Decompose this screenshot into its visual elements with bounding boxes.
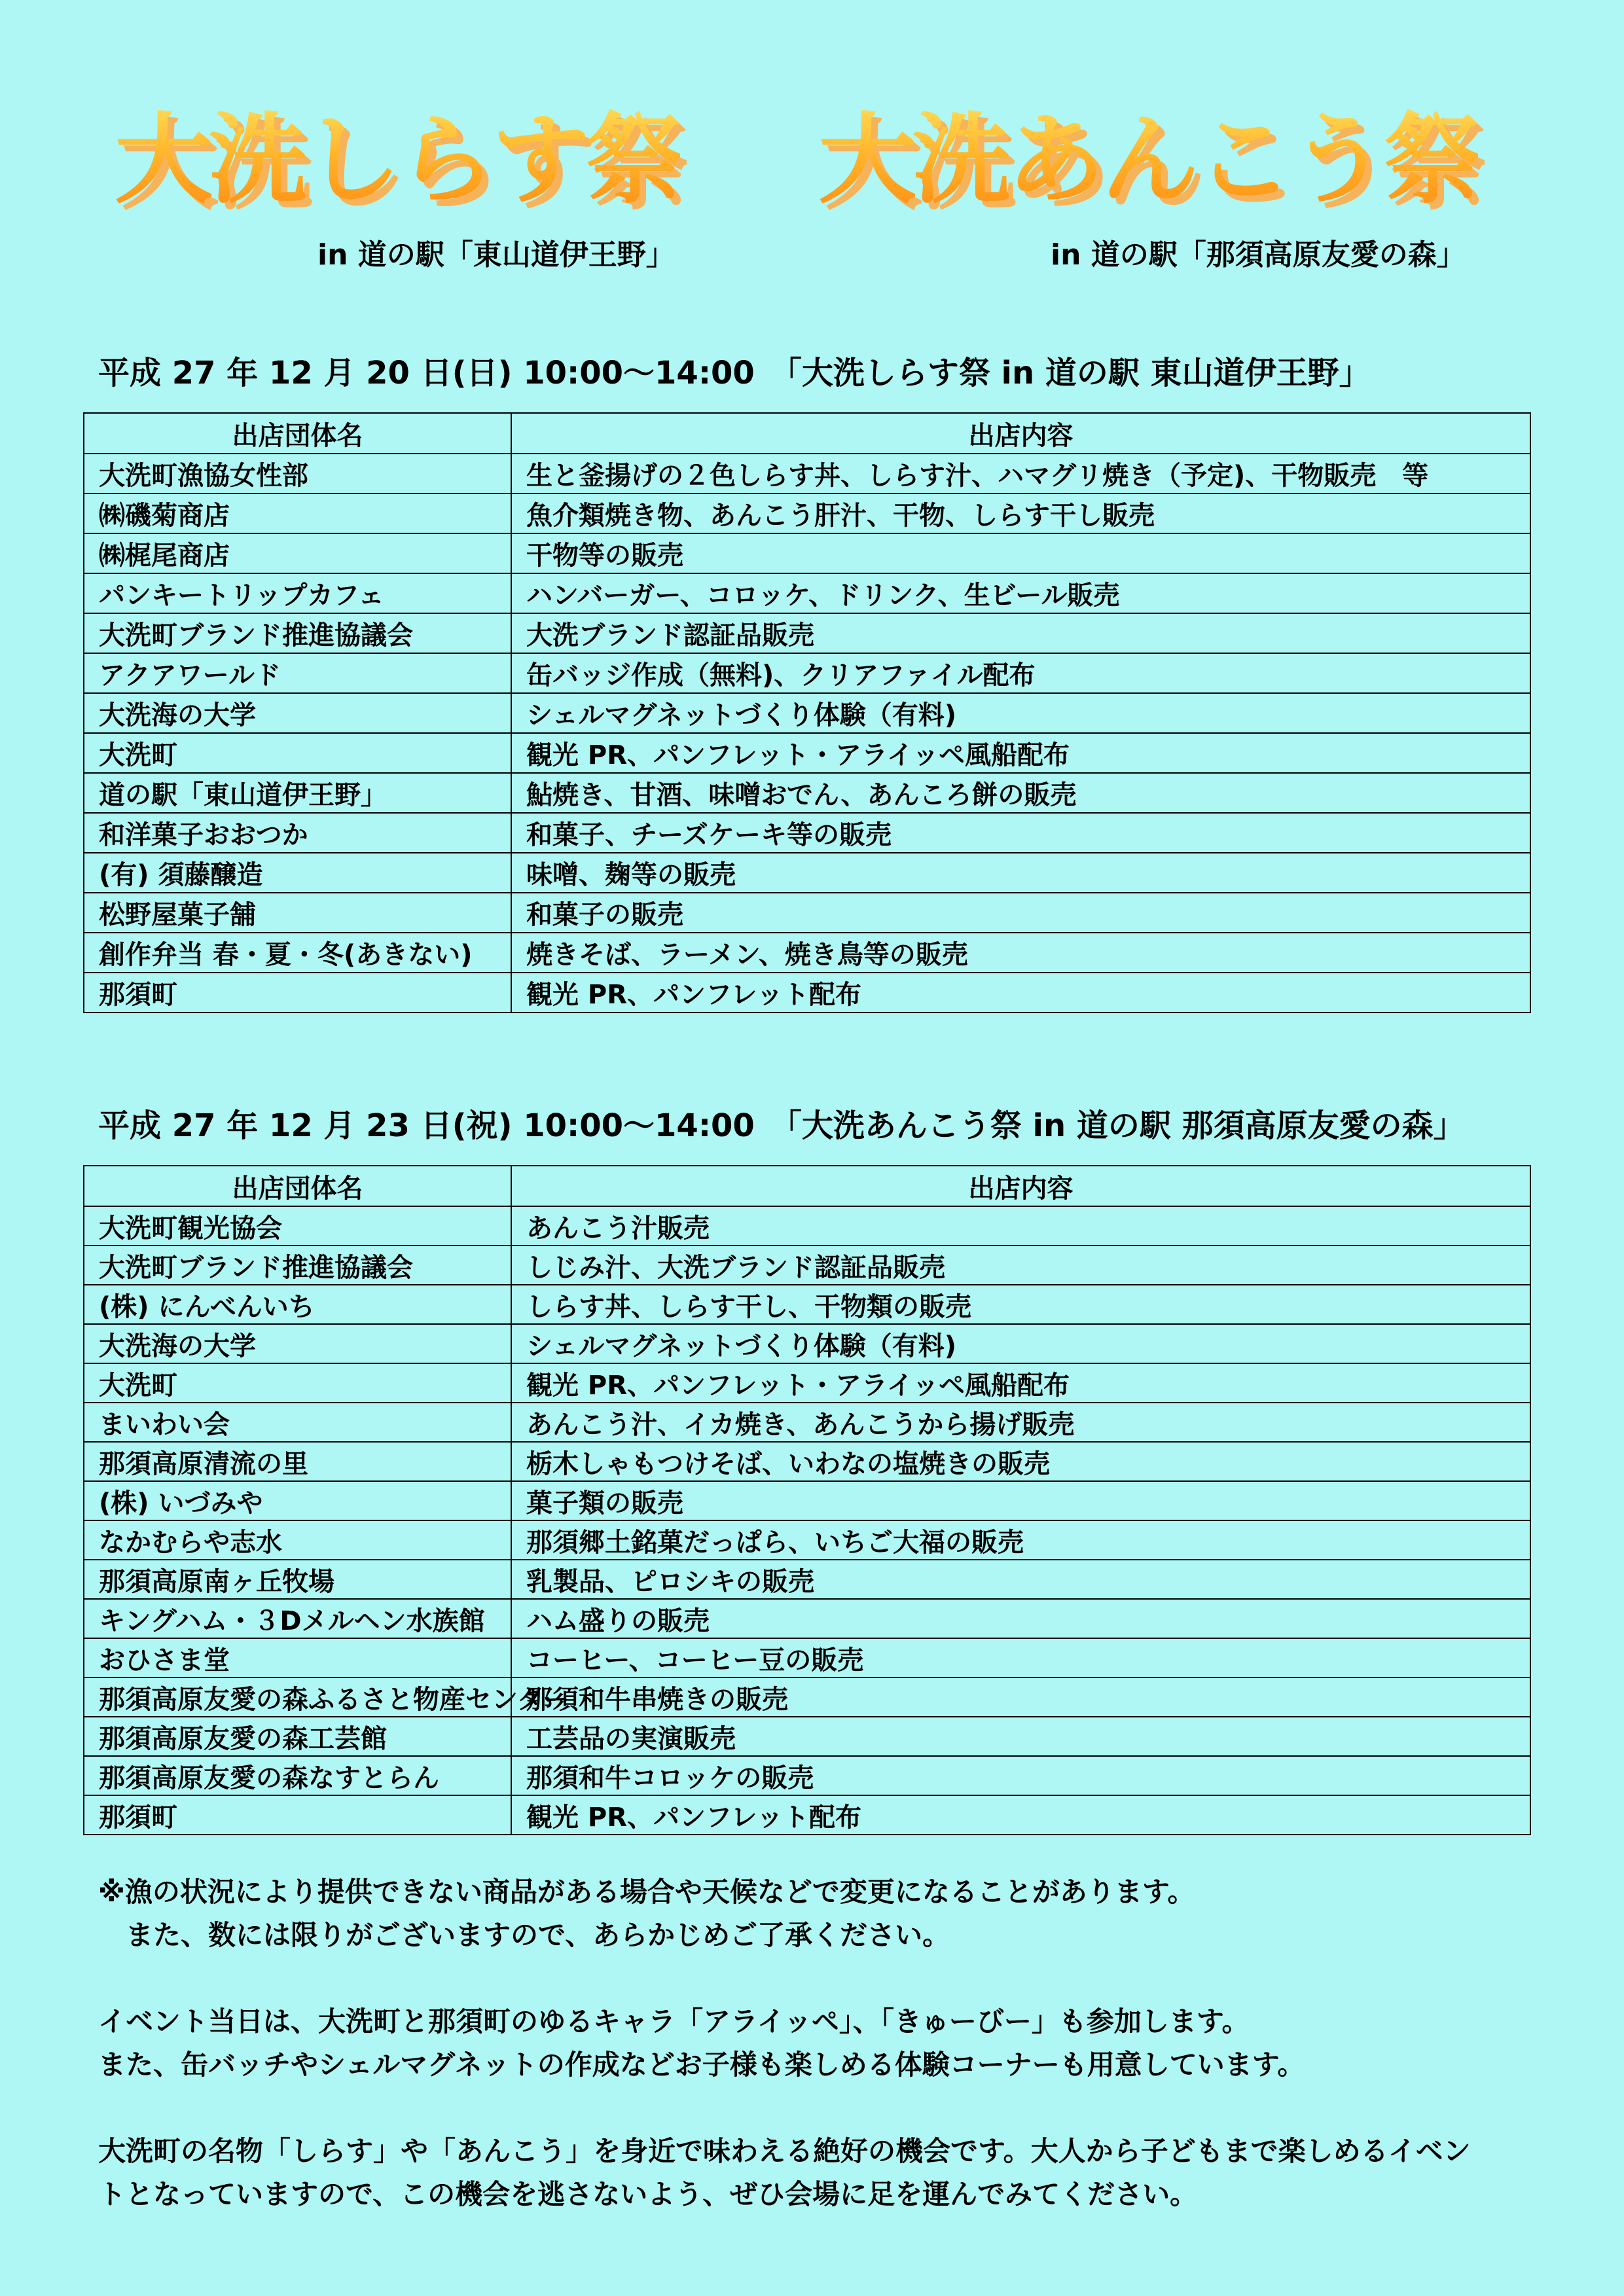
vendor-contents-cell: 那須和牛串焼きの販売 xyxy=(511,1677,1530,1717)
vendor-contents-cell: 味噌、麹等の販売 xyxy=(511,853,1530,893)
vendor-contents-cell: しらす丼、しらす干し、干物類の販売 xyxy=(511,1285,1530,1324)
table-row xyxy=(84,733,1530,773)
vendor-contents-cell: 生と釜揚げの２色しらす丼、しらす汁、ハマグリ焼き（予定)、干物販売 等 xyxy=(511,454,1530,493)
table-row xyxy=(84,1206,1530,1246)
vendor-name-cell: パンキートリップカフェ xyxy=(84,573,511,613)
vendor-contents-cell: しじみ汁、大洗ブランド認証品販売 xyxy=(511,1246,1530,1285)
vendor-name-cell: 那須高原清流の里 xyxy=(84,1442,511,1481)
vendor-contents-cell: 那須和牛コロッケの販売 xyxy=(511,1756,1530,1795)
section-heading-dec-20: 平成 27 年 12 月 20 日(日) 10:00～14:00 「大洗しらす祭 in 道の駅 東山道伊王野」 xyxy=(98,355,1371,391)
table-row xyxy=(84,533,1530,573)
table-row xyxy=(84,1324,1530,1363)
vendor-contents-cell: シェルマグネットづくり体験（有料) xyxy=(511,1324,1530,1363)
vendor-name-cell: 那須高原友愛の森なすとらん xyxy=(84,1756,511,1795)
table-row xyxy=(84,573,1530,613)
table-row xyxy=(84,1560,1530,1599)
vendor-contents-cell: 観光 PR、パンフレット・アライッペ風船配布 xyxy=(511,733,1530,773)
vendor-name-cell: なかむらや志水 xyxy=(84,1520,511,1560)
title-shirasu-festival: 大洗しらす祭 xyxy=(115,98,680,223)
vendor-name-cell: 和洋菓子おおつか xyxy=(84,813,511,853)
vendor-name-cell: 那須高原友愛の森工芸館 xyxy=(84,1717,511,1756)
vendor-name-cell: 創作弁当 春・夏・冬(あきない) xyxy=(84,933,511,973)
vendor-contents-cell: 工芸品の実演販売 xyxy=(511,1717,1530,1756)
table-row xyxy=(84,1717,1530,1756)
vendor-contents-cell: ハンバーガー、コロッケ、ドリンク、生ビール販売 xyxy=(511,573,1530,613)
column-header-contents: 出店内容 xyxy=(511,413,1530,454)
table-row xyxy=(84,933,1530,973)
table-row xyxy=(84,893,1530,933)
table-row xyxy=(84,613,1530,653)
info-line: また、缶バッチやシェルマグネットの作成などお子様も楽しめる体験コーナーも用意しています。 xyxy=(98,2049,1305,2081)
table-row xyxy=(84,1599,1530,1638)
info-line: トとなっていますので、この機会を逃さないよう、ぜひ会場に足を運んでみてください。 xyxy=(98,2178,1198,2210)
vendor-name-cell: 大洗町ブランド推進協議会 xyxy=(84,1246,511,1285)
vendor-contents-cell: 鮎焼き、甘酒、味噌おでん、あんころ餅の販売 xyxy=(511,773,1530,813)
vendor-name-cell: おひさま堂 xyxy=(84,1638,511,1677)
venue-right: in 道の駅「那須高原友愛の森」 xyxy=(1051,238,1466,272)
table-row xyxy=(84,493,1530,533)
note-line: また、数には限りがございますので、あらかじめご了承ください。 xyxy=(98,1919,950,1951)
vendor-table-dec-20 xyxy=(83,412,1531,1013)
column-header-vendor: 出店団体名 xyxy=(84,1166,511,1206)
table-row xyxy=(84,813,1530,853)
table-row xyxy=(84,1520,1530,1560)
table-row xyxy=(84,1363,1530,1403)
table-row xyxy=(84,853,1530,893)
vendor-name-cell: 大洗町漁協女性部 xyxy=(84,454,511,493)
vendor-contents-cell: 大洗ブランド認証品販売 xyxy=(511,613,1530,653)
vendor-table-dec-23 xyxy=(83,1165,1531,1835)
vendor-name-cell: ㈱梶尾商店 xyxy=(84,533,511,573)
table-row xyxy=(84,1442,1530,1481)
vendor-contents-cell: シェルマグネットづくり体験（有料) xyxy=(511,693,1530,733)
vendor-name-cell: 松野屋菓子舗 xyxy=(84,893,511,933)
table-row xyxy=(84,1285,1530,1324)
vendor-contents-cell: 観光 PR、パンフレット配布 xyxy=(511,973,1530,1013)
column-header-vendor: 出店団体名 xyxy=(84,413,511,454)
table-row xyxy=(84,1795,1530,1835)
vendor-contents-cell: 菓子類の販売 xyxy=(511,1481,1530,1520)
vendor-contents-cell: あんこう汁、イカ焼き、あんこうから揚げ販売 xyxy=(511,1403,1530,1442)
vendor-name-cell: 那須町 xyxy=(84,1795,511,1835)
vendor-name-cell: 大洗町 xyxy=(84,1363,511,1403)
table-row xyxy=(84,454,1530,493)
table-row xyxy=(84,653,1530,693)
vendor-contents-cell: 干物等の販売 xyxy=(511,533,1530,573)
vendor-name-cell: キングハム・３Dメルヘン水族館 xyxy=(84,1599,511,1638)
venue-left: in 道の駅「東山道伊王野」 xyxy=(317,238,675,272)
vendor-name-cell: (有) 須藤醸造 xyxy=(84,853,511,893)
table-row xyxy=(84,773,1530,813)
vendor-contents-cell: 和菓子、チーズケーキ等の販売 xyxy=(511,813,1530,853)
vendor-contents-cell: 那須郷土銘菓だっぱら、いちご大福の販売 xyxy=(511,1520,1530,1560)
table-row xyxy=(84,1403,1530,1442)
vendor-name-cell: アクアワールド xyxy=(84,653,511,693)
vendor-name-cell: 大洗町ブランド推進協議会 xyxy=(84,613,511,653)
vendor-contents-cell: 焼きそば、ラーメン、焼き鳥等の販売 xyxy=(511,933,1530,973)
vendor-name-cell: 大洗町観光協会 xyxy=(84,1206,511,1246)
title-row xyxy=(0,98,1624,223)
vendor-contents-cell: 和菓子の販売 xyxy=(511,893,1530,933)
table-row xyxy=(84,1246,1530,1285)
section-heading-dec-23: 平成 27 年 12 月 23 日(祝) 10:00～14:00 「大洗あんこう祭 in 道の駅 那須高原友愛の森」 xyxy=(98,1107,1465,1144)
vendor-name-cell: まいわい会 xyxy=(84,1403,511,1442)
info-line: イベント当日は、大洗町と那須町のゆるキャラ「アライッペ」、「きゅーびー」も参加します。 xyxy=(98,2005,1250,2037)
table-row xyxy=(84,1638,1530,1677)
vendor-name-cell: 大洗海の大学 xyxy=(84,693,511,733)
vendor-contents-cell: 観光 PR、パンフレット配布 xyxy=(511,1795,1530,1835)
info-line: 大洗町の名物「しらす」や「あんこう」を身近で味わえる絶好の機会です。大人から子どもまで楽しめるイベン xyxy=(98,2135,1471,2167)
table-row xyxy=(84,1481,1530,1520)
table-row xyxy=(84,693,1530,733)
vendor-contents-cell: 缶バッジ作成（無料)、クリアファイル配布 xyxy=(511,653,1530,693)
vendor-name-cell: ㈱磯菊商店 xyxy=(84,493,511,533)
note-line: ※漁の状況により提供できない商品がある場合や天候などで変更になることがあります。 xyxy=(98,1876,1195,1908)
notes xyxy=(98,1871,1538,2216)
table-header-row xyxy=(84,1166,1530,1206)
vendor-contents-cell: あんこう汁販売 xyxy=(511,1206,1530,1246)
vendor-contents-cell: 観光 PR、パンフレット・アライッペ風船配布 xyxy=(511,1363,1530,1403)
vendor-name-cell: (株) いづみや xyxy=(84,1481,511,1520)
vendor-name-cell: 那須高原南ヶ丘牧場 xyxy=(84,1560,511,1599)
vendor-contents-cell: ハム盛りの販売 xyxy=(511,1599,1530,1638)
table-row xyxy=(84,1756,1530,1795)
vendor-name-cell: 大洗町 xyxy=(84,733,511,773)
table-header-row xyxy=(84,413,1530,454)
vendor-contents-cell: 魚介類焼き物、あんこう肝汁、干物、しらす干し販売 xyxy=(511,493,1530,533)
title-ankou-festival: 大洗あんこう祭 xyxy=(818,98,1478,223)
vendor-contents-cell: コーヒー、コーヒー豆の販売 xyxy=(511,1638,1530,1677)
column-header-contents: 出店内容 xyxy=(511,1166,1530,1206)
vendor-name-cell: 道の駅「東山道伊王野」 xyxy=(84,773,511,813)
vendor-name-cell: 那須高原友愛の森ふるさと物産センター xyxy=(84,1677,511,1717)
table-row xyxy=(84,1677,1530,1717)
vendor-name-cell: (株) にんべんいち xyxy=(84,1285,511,1324)
vendor-name-cell: 那須町 xyxy=(84,973,511,1013)
vendor-name-cell: 大洗海の大学 xyxy=(84,1324,511,1363)
vendor-contents-cell: 乳製品、ピロシキの販売 xyxy=(511,1560,1530,1599)
table-row xyxy=(84,973,1530,1013)
vendor-contents-cell: 栃木しゃもつけそば、いわなの塩焼きの販売 xyxy=(511,1442,1530,1481)
